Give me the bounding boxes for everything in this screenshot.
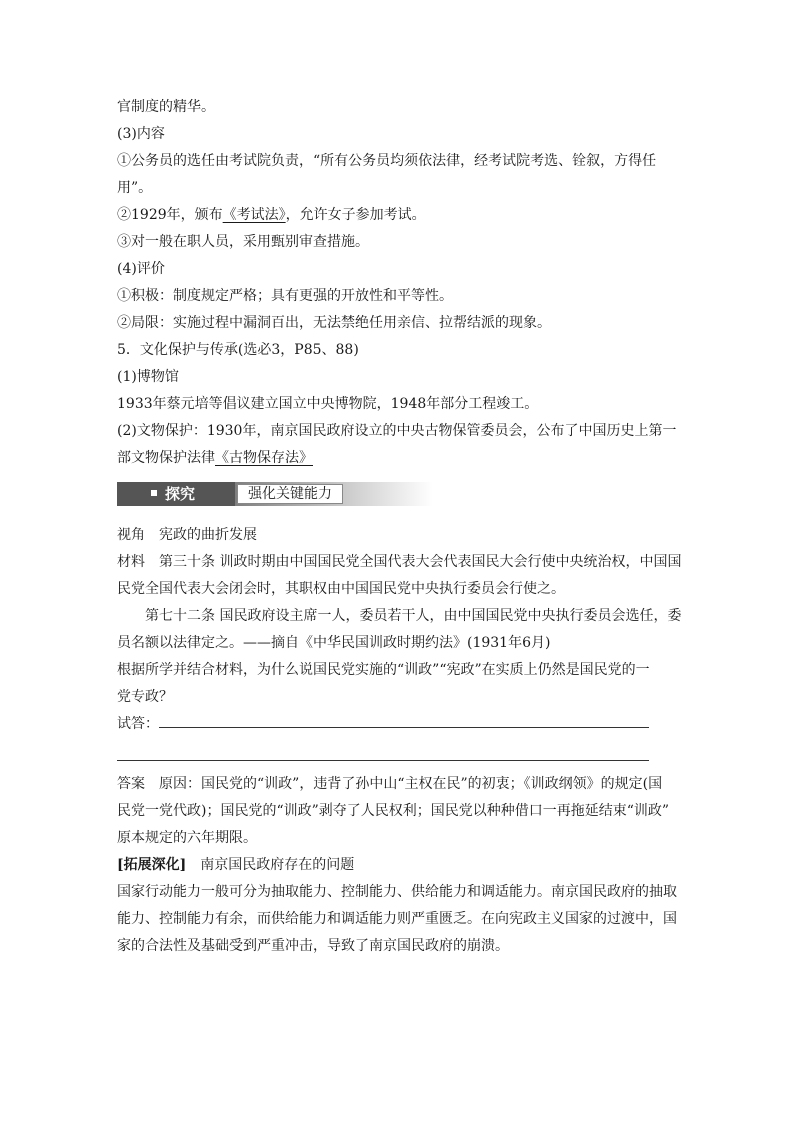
law-title-underlined: 《古物保存法》 bbox=[215, 450, 313, 466]
text-span: ②1929年，颁布 bbox=[117, 207, 223, 223]
section-banner bbox=[117, 482, 433, 506]
material-text: 民党全国代表大会闭会时，其职权由中国国民党中央执行委员会行使之。 bbox=[117, 581, 565, 597]
section-heading-museum: (1)博物馆 bbox=[117, 369, 179, 385]
text-line: ①公务员的选任由考试院负责，“所有公务员均须依法律，经考试院考选、铨叙，方得任 bbox=[117, 153, 657, 169]
extension-heading bbox=[117, 852, 679, 879]
text-span: 部文物保护法律 bbox=[117, 450, 215, 466]
document-page bbox=[117, 94, 682, 960]
answer-blank-line-full[interactable] bbox=[117, 738, 649, 761]
material-text: 材料 第三十条 训政时期由中国国民党全国代表大会代表国民大会行使中央统治权，中国国 bbox=[117, 554, 682, 570]
extension-text: 国家行动能力一般可分为抽取能力、控制能力、供给能力和调适能力。南京国民政府的抽取 bbox=[117, 884, 677, 900]
material-text: 第七十二条 国民政府设主席一人，委员若干人，由中国国民党中央执行委员会选任，委 bbox=[145, 608, 682, 624]
answer-text: 原本规定的六年期限。 bbox=[117, 830, 257, 846]
try-answer-label: 试答： bbox=[117, 716, 159, 732]
banner-left-text: 探究 bbox=[165, 485, 196, 503]
text-line: 用”。 bbox=[117, 180, 153, 196]
text-span: ，允许女子参加考试。 bbox=[285, 207, 426, 223]
section-heading-culture: 5．文化保护与传承(选必3，P85、88) bbox=[117, 342, 359, 358]
text-line bbox=[117, 202, 679, 229]
section-heading-content: (3)内容 bbox=[117, 126, 165, 142]
law-title-underlined: 《考试法》 bbox=[222, 207, 286, 223]
extension-text: 家的合法性及基础受到严重冲击，导致了南京国民政府的崩溃。 bbox=[117, 938, 509, 954]
question-text: 根据所学并结合材料，为什么说国民党实施的“训政”“宪政”在实质上仍然是国民党的一 bbox=[117, 662, 650, 678]
material-text: 员名额以法律定之。——摘自《中华民国训政时期约法》(1931年6月) bbox=[117, 635, 551, 651]
text-line: (2)文物保护：1930年，南京国民政府设立的中央古物保管委员会，公布了中国历史上第一 bbox=[117, 423, 677, 439]
extension-label: [拓展深化] bbox=[117, 857, 187, 873]
section-heading-evaluation: (4)评价 bbox=[117, 261, 165, 277]
question-text: 党专政？ bbox=[117, 689, 173, 705]
banner-label-explore bbox=[117, 482, 235, 506]
square-bullet-icon bbox=[151, 490, 157, 496]
perspective-heading: 视角 宪政的曲折发展 bbox=[117, 527, 257, 543]
extension-text: 能力、控制能力有余，而供给能力和调适能力则严重匮乏。在向宪政主义国家的过渡中，国 bbox=[117, 911, 677, 927]
text-line: ①积极：制度规定严格；具有更强的开放性和平等性。 bbox=[117, 288, 453, 304]
text-line bbox=[117, 445, 679, 472]
text-line: 官制度的精华。 bbox=[117, 99, 215, 115]
banner-label-ability: 强化关键能力 bbox=[237, 484, 343, 504]
answer-text: 民党一党代政)；国民党的“训政”剥夺了人民权利；国民党以种种借口一再拖延结束“训政” bbox=[117, 803, 670, 819]
extension-title: 南京国民政府存在的问题 bbox=[186, 857, 355, 873]
text-line: 1933年蔡元培等倡议建立国立中央博物院，1948年部分工程竣工。 bbox=[117, 396, 539, 412]
answer-text: 答案 原因：国民党的“训政”，违背了孙中山“主权在民”的初衷；《训政纲领》的规定(国 bbox=[117, 776, 663, 792]
answer-blank-line[interactable] bbox=[159, 713, 649, 728]
text-line: ②局限：实施过程中漏洞百出，无法禁绝任用亲信、拉帮结派的现象。 bbox=[117, 315, 551, 331]
answer-attempt-row bbox=[117, 711, 679, 738]
text-line: ③对一般在职人员，采用甄别审查措施。 bbox=[117, 234, 369, 250]
